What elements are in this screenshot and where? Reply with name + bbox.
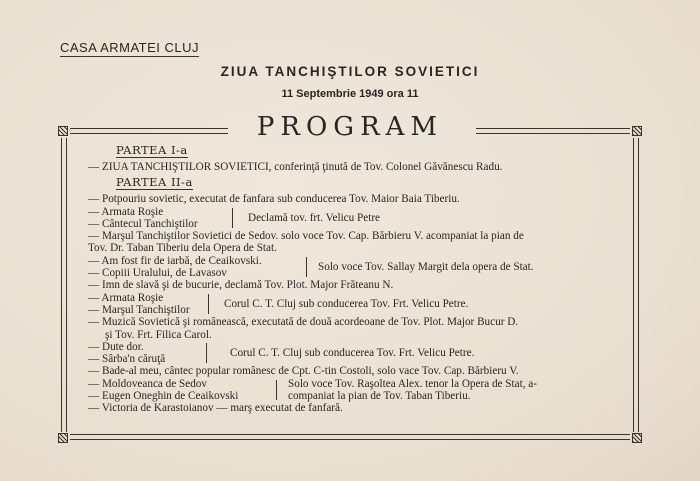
event-title: ZIUA TANCHIŞTILOR SOVIETICI [220,64,480,79]
part1-item: — ZIUA TANCHIŞTILOR SOVIETICI, conferinţă ţinută de Tov. Colonel Găvănescu Radu. [88,161,503,173]
event-date: 11 Septembrie 1949 ora 11 [281,88,419,100]
program-item: — Potpouriu sovietic, executat de fanfara sub conducerea Tov. Maior Baia Tiberiu. [88,193,460,206]
part2-title: PARTEA II-a [116,175,193,190]
group-performer: Declamă tov. frt. Velicu Petre [248,211,381,224]
program-content [88,144,618,415]
program-item: — Bade-al meu, cântec popular românesc de Cpt. C-tin Costoli, solo vace Tov. Cap. Bărbieru V. [88,365,519,378]
program-item: — Armata Roşie [88,291,164,304]
program-group [88,292,618,317]
program-item: Tov. Dr. Taban Tiberiu dela Opera de Stat. [88,242,277,255]
program-title-text: PROGRAM [251,112,449,142]
program-group [88,378,618,403]
program-item: — Muzică Sovietică şi românească, executată de două acordeoane de Tov. Plot. Major Bucur D. [88,316,519,329]
program-item: — Armata Roşie [88,205,164,218]
program-item: — Moldoveanca de Sedov [88,377,207,390]
group-performer: Corul C. T. Cluj sub conducerea Tov. Frt. Velicu Petre. [230,346,475,359]
group-performer: Corul C. T. Cluj sub conducerea Tov. Frt. Velicu Petre. [224,297,469,310]
program-item: — Imn de slavă şi de bucurie, declamă Tov. Plot. Major Frăteanu N. [88,279,394,292]
program-item: — Copiii Uralului, de Lavasov [88,267,227,280]
program-item: — Cântecul Tanchiştilor [88,217,198,230]
program-group [88,341,618,366]
program-item: — Marşul Tanchiştilor [88,303,190,316]
program-group [88,206,618,231]
program-item: — Sârba'n căruţă [88,353,166,366]
program-item: — Marşul Tanchiştilor Sovietici de Sedov. solo voce Tov. Cap. Bărbieru V. acompaniat la pian de [88,230,524,243]
organization-name: CASA ARMATEI CLUJ [60,40,200,55]
program-item: — Am fost fir de iarbă, de Ceaikovski. [88,254,262,267]
program-item: — Victoria de Karastoianov — marş executat de fanfară. [88,402,343,415]
group-performer: Solo voce Tov. Sallay Margit dela opera de Stat. [318,260,534,273]
program-item: şi Tov. Frt. Filica Carol. [105,328,212,341]
program-group [88,255,618,280]
program-title [0,112,700,142]
program-item: — Dute dor. [88,340,144,353]
group-performer: Solo voce Tov. Raşoltea Alex. tenor la Opera de Stat, a- [288,377,538,390]
group-performer: companiat la pian de Tov. Taban Tiberiu. [288,389,471,402]
part1-title: PARTEA I-a [116,143,188,157]
program-item: — Eugen Oneghin de Ceaikovski [88,390,239,403]
